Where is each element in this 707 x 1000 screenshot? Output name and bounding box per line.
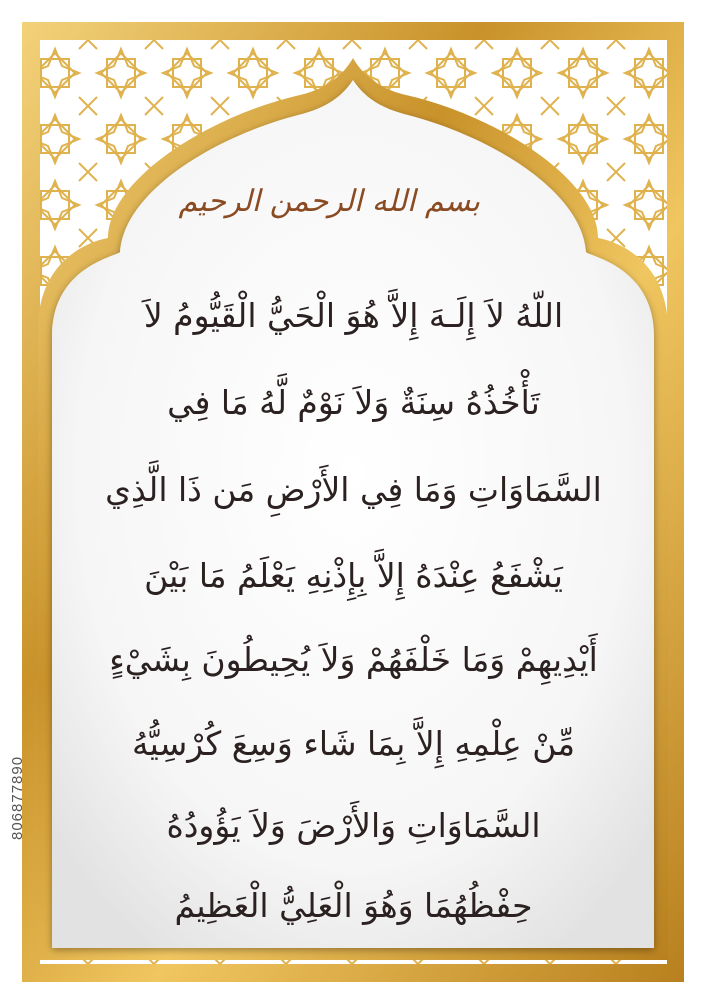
verse-line-2: تَأْخُذُهُ سِنَةٌ وَلاَ نَوْمٌ لَّهُ مَا فِي [167,383,540,422]
verse-line-5: أَيْدِيهِمْ وَمَا خَلْفَهُمْ وَلاَ يُحِيطُونَ بِشَيْءٍ [109,640,598,679]
verse-line-1: اللّهُ لاَ إِلَـهَ إِلاَّ هُوَ الْحَيُّ الْقَيُّومُ لاَ [143,296,564,335]
verse-line-3: السَّمَاوَاتِ وَمَا فِي الأَرْضِ مَن ذَا الَّذِي [105,470,602,509]
verse-line-8: حِفْظُهُمَا وَهُوَ الْعَلِيُّ الْعَظِيمُ [174,886,533,925]
stock-id-watermark: 806877890 [9,755,26,840]
verse-line-6: مِّنْ عِلْمِهِ إِلاَّ بِمَا شَاء وَسِعَ كُرْسِيُّهُ [131,724,576,763]
verse-line-4: يَشْفَعُ عِنْدَهُ إِلاَّ بِإِذْنِهِ يَعْلَمُ مَا بَيْنَ [144,556,563,595]
verse-line-7: السَّمَاوَاتِ وَالأَرْضَ وَلاَ يَؤُودُهُ [166,806,541,845]
basmala-calligraphy: بسم الله الرحمن الرحيم [178,184,480,219]
